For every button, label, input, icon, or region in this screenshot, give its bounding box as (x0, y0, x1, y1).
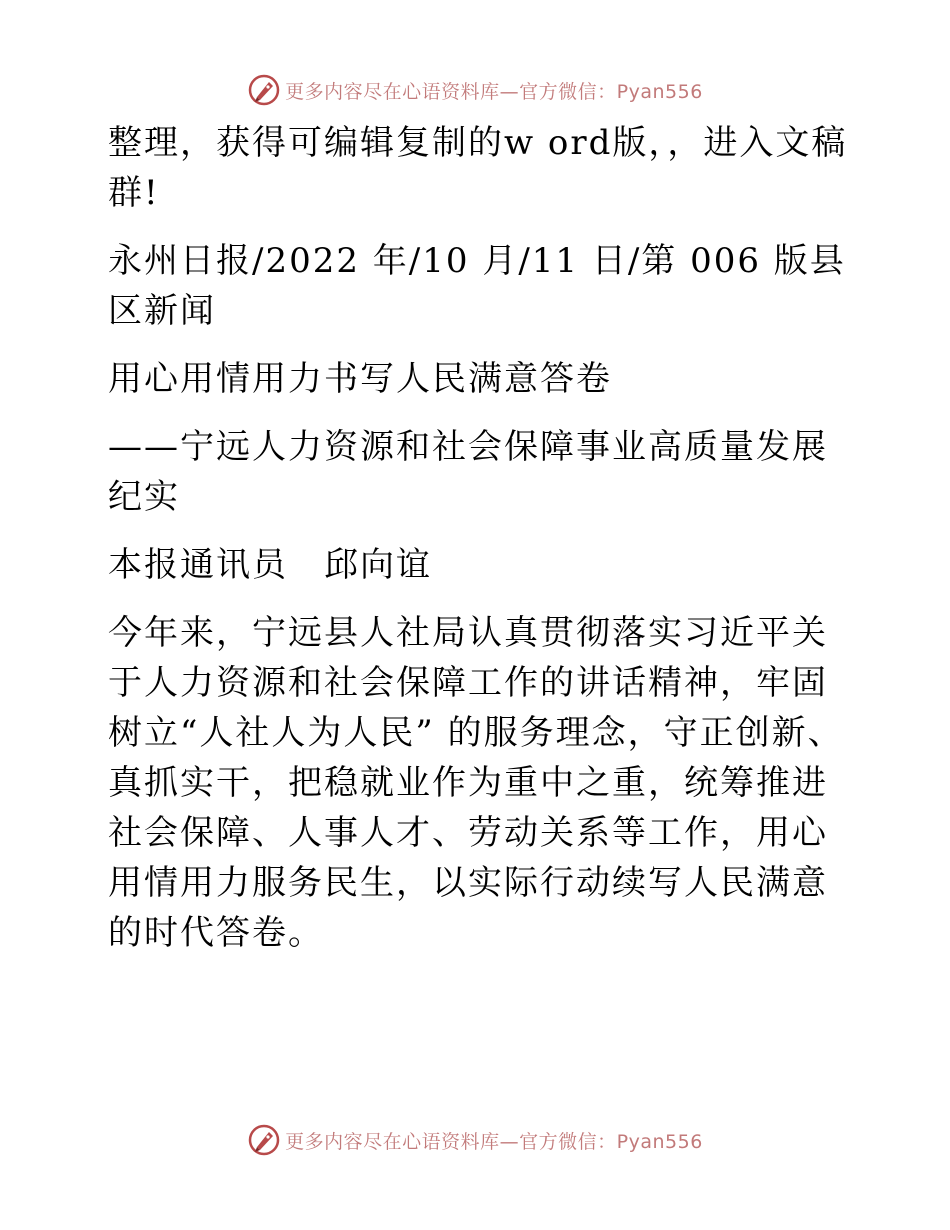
intro-line: 整理，获得可编辑复制的w ord版，，进入文稿群! (108, 123, 848, 213)
source-line: 永州日报/2022 年/10 月/11 日/第 006 版县区新闻 (108, 241, 846, 331)
byline: 本报通讯员 邱向谊 (108, 545, 432, 585)
body-paragraph: 今年来，宁远县人社局认真贯彻落实习近平关于人力资源和社会保障工作的讲话精神，牢固树立“人社人为人民” 的服务理念，守正创新、真抓实干，把稳就业作为重中之重，统筹推进社会保障、人事人才、劳动关系等工作，用心用情用力服务民生，以实际行动续写人民满意的时代答卷。 (108, 613, 844, 953)
article-subtitle: ——宁远人力资源和社会保障事业高质量发展纪实 (108, 427, 828, 517)
watermark-banner-top (0, 70, 950, 110)
pen-nib-icon (247, 73, 281, 107)
pen-nib-icon (247, 1123, 281, 1157)
watermark-banner-bottom (0, 1120, 950, 1160)
watermark-text: 更多内容尽在心语资料库—官方微信：Pyan556 (285, 80, 703, 103)
watermark-text: 更多内容尽在心语资料库—官方微信：Pyan556 (285, 1130, 703, 1153)
article-title: 用心用情用力书写人民满意答卷 (108, 359, 612, 399)
document-body (96, 118, 856, 976)
